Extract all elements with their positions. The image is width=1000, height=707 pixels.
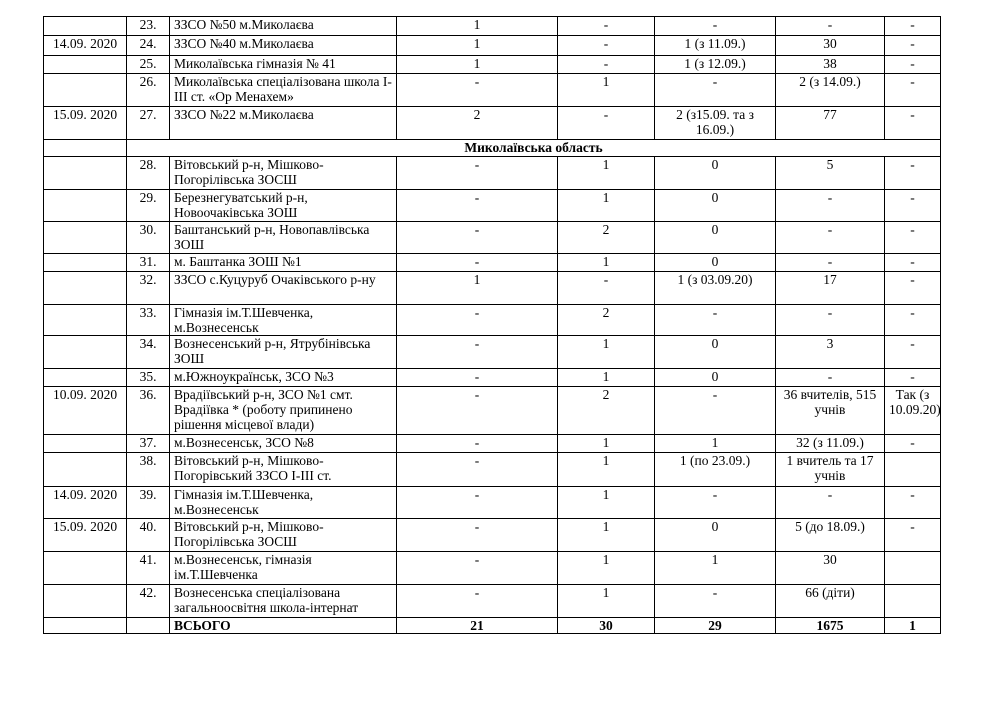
school-closed: Так (з 10.09.20) [885, 387, 941, 435]
students-count: - [397, 519, 558, 552]
self-isolation-count: - [776, 222, 885, 254]
school-name: Березнегуватський р-н, Новоочаківська ЗОШ [170, 190, 397, 222]
classes-closed: 0 [655, 336, 776, 369]
students-count: 1 [397, 56, 558, 74]
self-isolation-count: - [776, 190, 885, 222]
table-row [44, 519, 941, 552]
self-isolation-count: 32 (з 11.09.) [776, 435, 885, 453]
row-number: 36. [127, 387, 170, 435]
teachers-count: 2 [558, 305, 655, 336]
classes-closed: 1 [655, 552, 776, 585]
school-name: м.Вознесенськ, ЗСО №8 [170, 435, 397, 453]
self-isolation-count: 2 (з 14.09.) [776, 74, 885, 107]
row-number: 42. [127, 585, 170, 618]
region-header-row [44, 140, 941, 157]
self-isolation-count: 30 [776, 36, 885, 56]
date-cell [44, 272, 127, 305]
row-number: 28. [127, 157, 170, 190]
school-closed: - [885, 157, 941, 190]
date-cell [44, 336, 127, 369]
school-name: м.Вознесенськ, гімназія ім.Т.Шевченка [170, 552, 397, 585]
classes-closed: 1 (по 23.09.) [655, 453, 776, 487]
row-number: 23. [127, 17, 170, 36]
teachers-count: 1 [558, 487, 655, 519]
classes-closed: 0 [655, 190, 776, 222]
table-row [44, 107, 941, 140]
date-cell [44, 56, 127, 74]
school-closed: - [885, 435, 941, 453]
total-row [44, 618, 941, 634]
students-count: - [397, 552, 558, 585]
teachers-count: 1 [558, 74, 655, 107]
classes-closed: 0 [655, 519, 776, 552]
row-number: 24. [127, 36, 170, 56]
school-closed: - [885, 222, 941, 254]
school-closed: - [885, 369, 941, 387]
classes-closed: - [655, 387, 776, 435]
date-cell: 15.09. 2020 [44, 519, 127, 552]
self-isolation-count: 38 [776, 56, 885, 74]
school-name: Баштанський р-н, Новопавлівська ЗОШ [170, 222, 397, 254]
self-isolation-count: 5 [776, 157, 885, 190]
students-count: 1 [397, 17, 558, 36]
school-closed: - [885, 254, 941, 272]
total-c3: 29 [655, 618, 776, 634]
table-row [44, 36, 941, 56]
school-name: Вітовський р-н, Мішково-Погорілівська ЗОСШ [170, 519, 397, 552]
school-name: Миколаївська гімназія № 41 [170, 56, 397, 74]
school-closed: - [885, 272, 941, 305]
table-row [44, 222, 941, 254]
teachers-count: 2 [558, 387, 655, 435]
school-closed: - [885, 487, 941, 519]
teachers-count: 1 [558, 336, 655, 369]
total-c2: 30 [558, 618, 655, 634]
school-name: Гімназія ім.Т.Шевченка, м.Вознесенськ [170, 487, 397, 519]
row-number: 29. [127, 190, 170, 222]
row-number: 35. [127, 369, 170, 387]
students-count: - [397, 305, 558, 336]
school-name: м. Баштанка ЗОШ №1 [170, 254, 397, 272]
classes-closed: 1 (з 12.09.) [655, 56, 776, 74]
table-row [44, 305, 941, 336]
school-name: Вітовський р-н, Мішково-Погорілівська ЗОСШ [170, 157, 397, 190]
table-row [44, 369, 941, 387]
date-cell [44, 435, 127, 453]
classes-closed: - [655, 17, 776, 36]
row-number: 37. [127, 435, 170, 453]
self-isolation-count: - [776, 305, 885, 336]
date-cell [44, 552, 127, 585]
region-title: Миколаївська область [127, 140, 941, 157]
date-cell: 10.09. 2020 [44, 387, 127, 435]
teachers-count: 1 [558, 519, 655, 552]
self-isolation-count: 17 [776, 272, 885, 305]
table-row [44, 336, 941, 369]
total-label: ВСЬОГО [170, 618, 397, 634]
school-closed: - [885, 36, 941, 56]
self-isolation-count: - [776, 254, 885, 272]
teachers-count: - [558, 17, 655, 36]
school-name: Вітовський р-н, Мішково-Погорівський ЗЗСО І-ІІІ ст. [170, 453, 397, 487]
self-isolation-count: 3 [776, 336, 885, 369]
students-count: - [397, 453, 558, 487]
date-cell [44, 222, 127, 254]
self-isolation-count: - [776, 369, 885, 387]
row-number: 39. [127, 487, 170, 519]
table-row [44, 435, 941, 453]
school-closed: - [885, 519, 941, 552]
self-isolation-count: - [776, 487, 885, 519]
date-cell [44, 74, 127, 107]
date-cell [44, 585, 127, 618]
school-closed: - [885, 56, 941, 74]
school-name: Миколаївська спеціалізована школа І-ІІІ ст. «Ор Менахем» [170, 74, 397, 107]
teachers-count: 1 [558, 157, 655, 190]
school-name: Вознесенська спеціалізована загальноосвітня школа-інтернат [170, 585, 397, 618]
teachers-count: 1 [558, 552, 655, 585]
row-number: 26. [127, 74, 170, 107]
school-closed: - [885, 17, 941, 36]
date-cell [44, 453, 127, 487]
classes-closed: - [655, 585, 776, 618]
school-name: ЗЗСО №50 м.Миколаєва [170, 17, 397, 36]
table-row [44, 17, 941, 36]
table-row [44, 157, 941, 190]
teachers-count: - [558, 272, 655, 305]
row-number: 38. [127, 453, 170, 487]
classes-closed: - [655, 74, 776, 107]
date-cell [44, 305, 127, 336]
date-cell [44, 157, 127, 190]
date-cell [44, 17, 127, 36]
teachers-count: 2 [558, 222, 655, 254]
self-isolation-count: 1 вчитель та 17 учнів [776, 453, 885, 487]
table-row [44, 487, 941, 519]
table-row [44, 190, 941, 222]
self-isolation-count: - [776, 17, 885, 36]
row-number: 27. [127, 107, 170, 140]
date-cell: 14.09. 2020 [44, 487, 127, 519]
school-closed: - [885, 190, 941, 222]
table-row [44, 272, 941, 305]
teachers-count: 1 [558, 453, 655, 487]
covid-schools-table [43, 16, 941, 634]
students-count: - [397, 369, 558, 387]
students-count: - [397, 487, 558, 519]
self-isolation-count: 66 (діти) [776, 585, 885, 618]
teachers-count: 1 [558, 190, 655, 222]
table-row [44, 387, 941, 435]
row-number: 30. [127, 222, 170, 254]
classes-closed: 0 [655, 157, 776, 190]
students-count: - [397, 157, 558, 190]
school-name: ЗЗСО с.Куцуруб Очаківського р-ну [170, 272, 397, 305]
row-number: 40. [127, 519, 170, 552]
students-count: - [397, 435, 558, 453]
teachers-count: - [558, 36, 655, 56]
students-count: - [397, 222, 558, 254]
teachers-count: 1 [558, 435, 655, 453]
classes-closed: 0 [655, 254, 776, 272]
school-name: Гімназія ім.Т.Шевченка, м.Вознесенськ [170, 305, 397, 336]
school-closed: - [885, 336, 941, 369]
table-row [44, 254, 941, 272]
school-closed: - [885, 107, 941, 140]
self-isolation-count: 30 [776, 552, 885, 585]
self-isolation-count: 77 [776, 107, 885, 140]
total-c5: 1 [885, 618, 941, 634]
classes-closed: 0 [655, 222, 776, 254]
row-number: 41. [127, 552, 170, 585]
students-count: - [397, 254, 558, 272]
date-cell [44, 254, 127, 272]
classes-closed: 1 (з 03.09.20) [655, 272, 776, 305]
school-closed: - [885, 305, 941, 336]
classes-closed: - [655, 305, 776, 336]
teachers-count: 1 [558, 585, 655, 618]
school-name: ЗЗСО №22 м.Миколаєва [170, 107, 397, 140]
teachers-count: - [558, 107, 655, 140]
self-isolation-count: 5 (до 18.09.) [776, 519, 885, 552]
school-name: Врадіївський р-н, ЗСО №1 смт. Врадіївка * (роботу припинено рішення місцевої влади) [170, 387, 397, 435]
students-count: 1 [397, 36, 558, 56]
row-number: 33. [127, 305, 170, 336]
row-number: 32. [127, 272, 170, 305]
table-row [44, 56, 941, 74]
table-row [44, 552, 941, 585]
table-row [44, 453, 941, 487]
date-cell: 14.09. 2020 [44, 36, 127, 56]
date-cell [44, 369, 127, 387]
classes-closed: 2 (з15.09. та з 16.09.) [655, 107, 776, 140]
teachers-count: - [558, 56, 655, 74]
students-count: - [397, 190, 558, 222]
students-count: - [397, 336, 558, 369]
classes-closed: - [655, 487, 776, 519]
row-number: 31. [127, 254, 170, 272]
school-name: ЗЗСО №40 м.Миколаєва [170, 36, 397, 56]
students-count: - [397, 585, 558, 618]
classes-closed: 1 [655, 435, 776, 453]
school-closed [885, 585, 941, 618]
students-count: 2 [397, 107, 558, 140]
school-closed: - [885, 74, 941, 107]
row-number: 34. [127, 336, 170, 369]
school-closed [885, 552, 941, 585]
school-name: Вознесенський р-н, Ятрубінівська ЗОШ [170, 336, 397, 369]
school-closed [885, 453, 941, 487]
school-name: м.Южноукраїнськ, ЗСО №3 [170, 369, 397, 387]
classes-closed: 1 (з 11.09.) [655, 36, 776, 56]
table-row [44, 74, 941, 107]
date-cell [44, 190, 127, 222]
teachers-count: 1 [558, 369, 655, 387]
table-row [44, 585, 941, 618]
students-count: - [397, 387, 558, 435]
students-count: 1 [397, 272, 558, 305]
teachers-count: 1 [558, 254, 655, 272]
total-c1: 21 [397, 618, 558, 634]
row-number: 25. [127, 56, 170, 74]
self-isolation-count: 36 вчителів, 515 учнів [776, 387, 885, 435]
classes-closed: 0 [655, 369, 776, 387]
date-cell: 15.09. 2020 [44, 107, 127, 140]
students-count: - [397, 74, 558, 107]
total-c4: 1675 [776, 618, 885, 634]
